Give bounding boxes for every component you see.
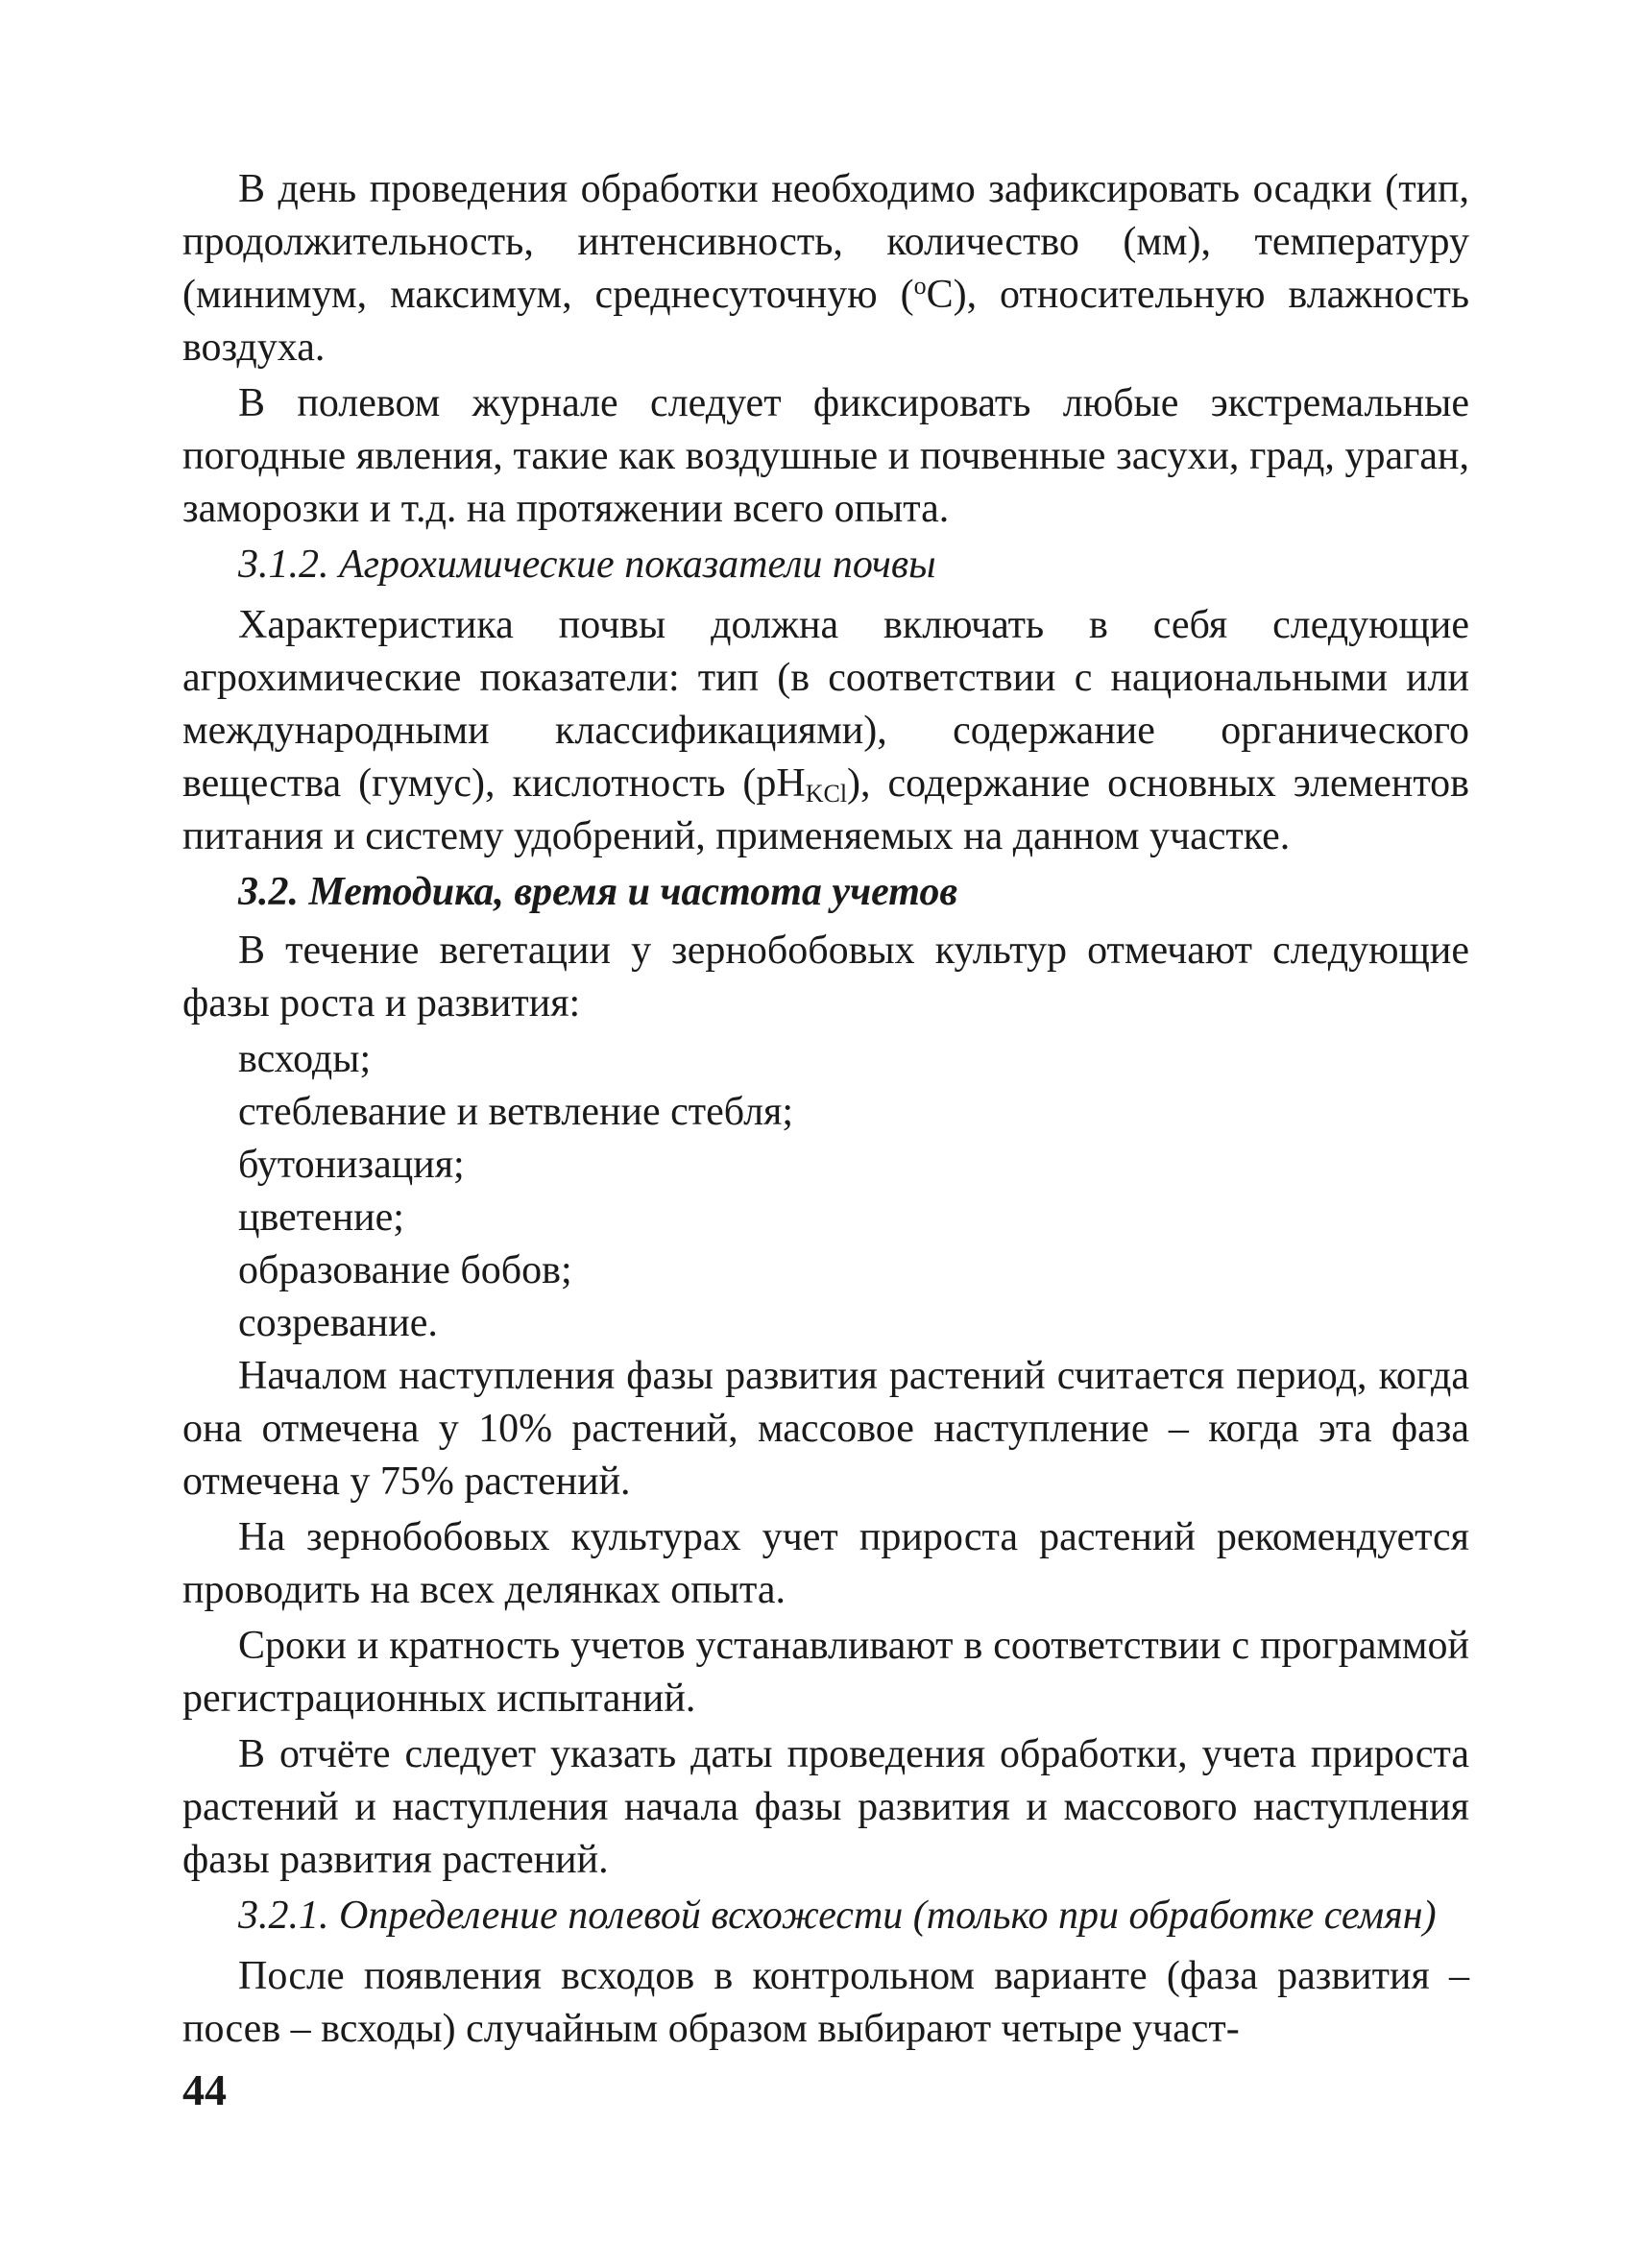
paragraph-text: В день проведения обработки необходимо зафиксировать осадки (тип, продолжительность, интенсивность, количество (мм), температуру (минимум, максимум, среднесуточную ( bbox=[182, 167, 1469, 317]
section-heading-3-2: 3.2. Методика, время и частота учетов bbox=[238, 870, 958, 914]
page-body bbox=[182, 163, 1469, 2059]
paragraph-report-dates: В отчёте следует указать даты проведения обработки, учета прироста растений и наступления начала фазы развития и массового наступления фазы развития растений. bbox=[182, 1732, 1469, 1882]
degree-superscript: о bbox=[913, 272, 927, 300]
list-item: бутонизация; bbox=[238, 1143, 465, 1187]
paragraph-field-germination: После появления всходов в контрольном варианте (фаза развития – посев – всходы) случайным образом выбирают четыре участ- bbox=[182, 1954, 1469, 2051]
paragraph-text: Характеристика почвы должна включать в себя следующие агрохимические показатели: тип (в соответствии с национальными или международными классификациями), содержание органического вещества (гумус), кислотность (рН bbox=[182, 603, 1469, 806]
subsection-heading-3-1-2: 3.1.2. Агрохимические показатели почвы bbox=[238, 543, 936, 587]
paragraph-text: С), относительную влажность воздуха. bbox=[182, 273, 1469, 370]
subsection-heading-3-2-1: 3.2.1. Определение полевой всхожести (только при обработке семян) bbox=[238, 1894, 1437, 1938]
list-item: всходы; bbox=[238, 1037, 372, 1081]
kcl-subscript: KCl bbox=[805, 780, 848, 808]
list-item: стеблевание и ветвление стебля; bbox=[238, 1090, 794, 1134]
paragraph-extreme-weather: В полевом журнале следует фиксировать любые экстремальные погодные явления, такие как воздушные и почвенные засухи, град, ураган, заморозки и т.д. на протяжении всего опыта. bbox=[182, 381, 1469, 531]
page-number: 44 bbox=[182, 2065, 227, 2114]
paragraph-recording-frequency: Сроки и кратность учетов устанавливают в соответствии с программой регистрационных испытаний. bbox=[182, 1624, 1469, 1721]
list-item: образование бобов; bbox=[238, 1248, 572, 1292]
phase-list bbox=[182, 1033, 1469, 1350]
paragraph-growth-recording: На зернобобовых культурах учет прироста растений рекомендуется проводить на всех делянках опыта. bbox=[182, 1515, 1469, 1612]
paragraph-weather-recording bbox=[182, 163, 1469, 374]
list-item: созревание. bbox=[238, 1301, 438, 1345]
paragraph-text: ), содержание основных элементов питания и систему удобрений, применяемых на данном участке. bbox=[182, 761, 1469, 858]
list-item: цветение; bbox=[238, 1195, 404, 1240]
paragraph-vegetation-phases-intro: В течение вегетации у зернобобовых культур отмечают следующие фазы роста и развития: bbox=[182, 929, 1469, 1025]
paragraph-phase-onset: Началом наступления фазы развития растений считается период, когда она отмечена у 10% растений, массовое наступление – когда эта фаза отмечена у 75% растений. bbox=[182, 1354, 1469, 1504]
paragraph-soil-characteristics bbox=[182, 599, 1469, 863]
